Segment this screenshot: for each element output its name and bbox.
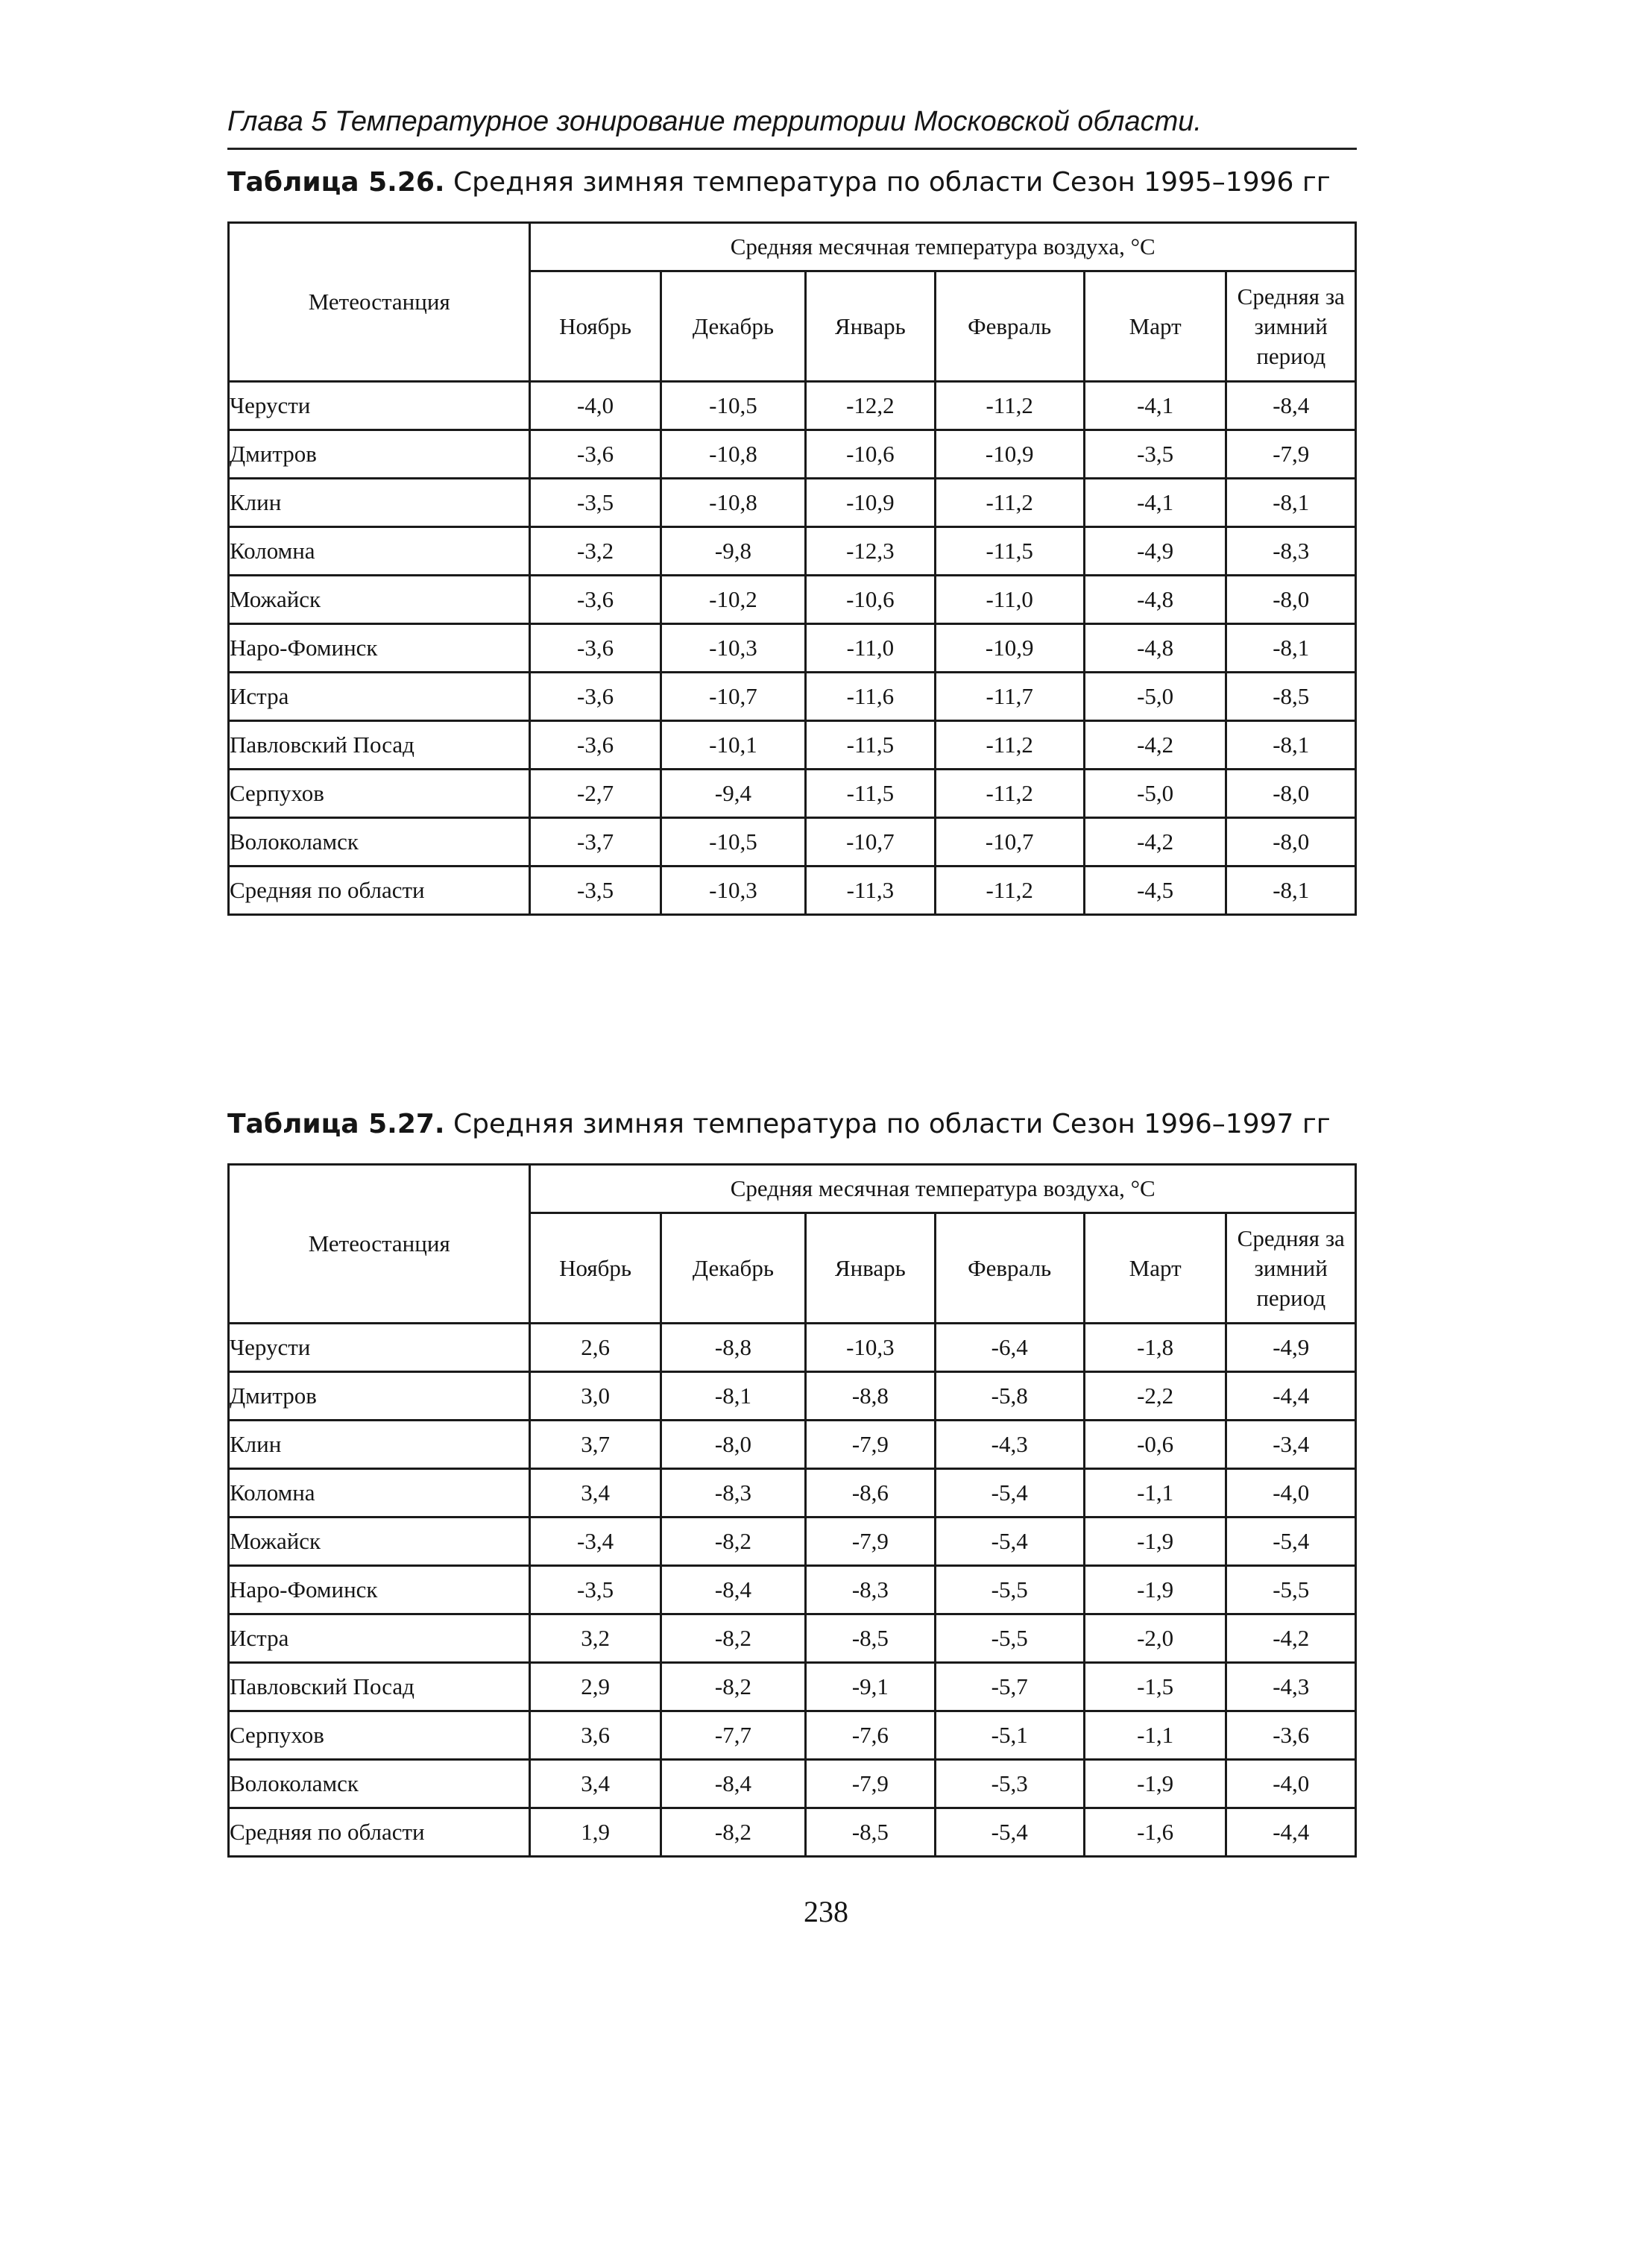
temperature-cell: -10,9 bbox=[806, 479, 935, 527]
temperature-cell: -8,4 bbox=[661, 1760, 806, 1808]
temperature-cell: -10,6 bbox=[806, 430, 935, 479]
temperature-cell: -8,5 bbox=[806, 1614, 935, 1663]
temperature-cell: -4,8 bbox=[1084, 624, 1226, 673]
station-name-cell: Наро-Фоминск bbox=[229, 1566, 530, 1614]
temperature-cell: -3,6 bbox=[530, 721, 661, 770]
station-name-cell: Черусти bbox=[229, 382, 530, 430]
temperature-cell: -11,2 bbox=[935, 382, 1084, 430]
temperature-cell: -3,6 bbox=[530, 576, 661, 624]
temperature-cell: -10,8 bbox=[661, 430, 806, 479]
column-header: Март bbox=[1084, 271, 1226, 382]
temperature-cell: -8,5 bbox=[806, 1808, 935, 1857]
temperature-cell: -5,5 bbox=[935, 1614, 1084, 1663]
temperature-cell: -7,9 bbox=[806, 1421, 935, 1469]
temperature-cell: -2,2 bbox=[1084, 1372, 1226, 1421]
chapter-header: Глава 5 Температурное зонирование территории Московской области. bbox=[227, 103, 1357, 150]
temperature-cell: -4,3 bbox=[935, 1421, 1084, 1469]
temperature-cell: 3,4 bbox=[530, 1469, 661, 1518]
table-row bbox=[229, 1469, 1356, 1518]
temperature-cell: -4,1 bbox=[1084, 382, 1226, 430]
temperature-cell: -3,4 bbox=[1226, 1421, 1356, 1469]
station-name-cell: Средняя по области bbox=[229, 1808, 530, 1857]
column-header: Ноябрь bbox=[530, 1213, 661, 1324]
table-caption bbox=[227, 1107, 1390, 1142]
temperature-cell: -12,3 bbox=[806, 527, 935, 576]
temperature-cell: -4,4 bbox=[1226, 1372, 1356, 1421]
temperature-cell: -5,5 bbox=[935, 1566, 1084, 1614]
temperature-cell: -10,3 bbox=[661, 624, 806, 673]
temperature-cell: 3,2 bbox=[530, 1614, 661, 1663]
temperature-cell: -8,2 bbox=[661, 1614, 806, 1663]
table-row bbox=[229, 673, 1356, 721]
temperature-cell: -8,8 bbox=[806, 1372, 935, 1421]
temperature-cell: -8,0 bbox=[1226, 576, 1356, 624]
temperature-cell: -1,8 bbox=[1084, 1324, 1226, 1372]
temperature-cell: -3,6 bbox=[1226, 1711, 1356, 1760]
temperature-cell: -3,2 bbox=[530, 527, 661, 576]
station-name-cell: Можайск bbox=[229, 1518, 530, 1566]
temperature-cell: -1,6 bbox=[1084, 1808, 1226, 1857]
temperature-cell: 2,9 bbox=[530, 1663, 661, 1711]
table-row bbox=[229, 770, 1356, 818]
table-row bbox=[229, 1566, 1356, 1614]
table-body bbox=[229, 1324, 1356, 1857]
table-row bbox=[229, 1324, 1356, 1372]
temperature-cell: -4,3 bbox=[1226, 1663, 1356, 1711]
table-row bbox=[229, 1663, 1356, 1711]
column-header: Январь bbox=[806, 1213, 935, 1324]
temperature-cell: -7,9 bbox=[806, 1518, 935, 1566]
temperature-cell: -8,2 bbox=[661, 1808, 806, 1857]
temperature-cell: -11,7 bbox=[935, 673, 1084, 721]
temperature-cell: -8,6 bbox=[806, 1469, 935, 1518]
temperature-cell: -5,3 bbox=[935, 1760, 1084, 1808]
temperature-cell: -7,7 bbox=[661, 1711, 806, 1760]
temperature-cell: -10,9 bbox=[935, 430, 1084, 479]
temperature-cell: -11,6 bbox=[806, 673, 935, 721]
temperature-cell: -10,1 bbox=[661, 721, 806, 770]
table-row bbox=[229, 576, 1356, 624]
column-header: Февраль bbox=[935, 271, 1084, 382]
temperature-cell: -7,6 bbox=[806, 1711, 935, 1760]
temperature-cell: -7,9 bbox=[806, 1760, 935, 1808]
station-name-cell: Коломна bbox=[229, 527, 530, 576]
table-row bbox=[229, 624, 1356, 673]
station-column-header: Метеостанция bbox=[229, 223, 530, 382]
temperature-cell: -12,2 bbox=[806, 382, 935, 430]
table-row bbox=[229, 1711, 1356, 1760]
table-row bbox=[229, 818, 1356, 867]
page-number: 238 bbox=[804, 1895, 848, 1928]
station-column-header: Метеостанция bbox=[229, 1165, 530, 1324]
temperature-cell: -0,6 bbox=[1084, 1421, 1226, 1469]
table-caption-label: Таблица 5.26. bbox=[227, 167, 445, 198]
temperature-cell: -8,4 bbox=[661, 1566, 806, 1614]
column-header: Средняя за зимний период bbox=[1226, 271, 1356, 382]
temperature-cell: -8,3 bbox=[1226, 527, 1356, 576]
temperature-cell: -3,5 bbox=[1084, 430, 1226, 479]
temperature-cell: -5,1 bbox=[935, 1711, 1084, 1760]
temperature-cell: -5,4 bbox=[935, 1808, 1084, 1857]
table-caption-text: Средняя зимняя температура по области Сезон 1996–1997 гг bbox=[444, 1109, 1331, 1139]
station-name-cell: Истра bbox=[229, 1614, 530, 1663]
temperature-cell: 3,7 bbox=[530, 1421, 661, 1469]
column-header: Ноябрь bbox=[530, 271, 661, 382]
temperature-cell: -8,2 bbox=[661, 1663, 806, 1711]
table-row bbox=[229, 1760, 1356, 1808]
table-row bbox=[229, 867, 1356, 915]
column-header: Средняя за зимний период bbox=[1226, 1213, 1356, 1324]
temperature-cell: -4,2 bbox=[1226, 1614, 1356, 1663]
column-header: Март bbox=[1084, 1213, 1226, 1324]
temperature-cell: -3,5 bbox=[530, 479, 661, 527]
temperature-cell: -8,1 bbox=[661, 1372, 806, 1421]
table-row bbox=[229, 382, 1356, 430]
temperature-cell: -1,9 bbox=[1084, 1760, 1226, 1808]
temperature-cell: -3,4 bbox=[530, 1518, 661, 1566]
temperature-cell: -8,0 bbox=[1226, 818, 1356, 867]
station-name-cell: Истра bbox=[229, 673, 530, 721]
temperature-cell: -6,4 bbox=[935, 1324, 1084, 1372]
table-caption-label: Таблица 5.27. bbox=[227, 1109, 445, 1139]
temperature-cell: -8,3 bbox=[806, 1566, 935, 1614]
temperature-cell: -8,1 bbox=[1226, 624, 1356, 673]
temperature-cell: 3,4 bbox=[530, 1760, 661, 1808]
temperature-cell: -8,4 bbox=[1226, 382, 1356, 430]
temperature-cell: -10,8 bbox=[661, 479, 806, 527]
temperature-cell: -4,0 bbox=[530, 382, 661, 430]
table-row bbox=[229, 1614, 1356, 1663]
station-name-cell: Волоколамск bbox=[229, 818, 530, 867]
table-row bbox=[229, 1518, 1356, 1566]
column-header: Январь bbox=[806, 271, 935, 382]
table-caption bbox=[227, 166, 1390, 200]
temperature-cell: -9,8 bbox=[661, 527, 806, 576]
temperature-cell: -3,6 bbox=[530, 673, 661, 721]
temperature-cell: -4,0 bbox=[1226, 1760, 1356, 1808]
temperature-cell: -11,2 bbox=[935, 867, 1084, 915]
temperature-cell: -10,5 bbox=[661, 818, 806, 867]
station-name-cell: Можайск bbox=[229, 576, 530, 624]
table-row bbox=[229, 430, 1356, 479]
temperature-cell: -10,5 bbox=[661, 382, 806, 430]
temperature-cell: -8,1 bbox=[1226, 867, 1356, 915]
temperature-cell: -10,7 bbox=[661, 673, 806, 721]
station-name-cell: Клин bbox=[229, 1421, 530, 1469]
temperature-cell: -10,7 bbox=[806, 818, 935, 867]
station-name-cell: Волоколамск bbox=[229, 1760, 530, 1808]
temperature-cell: -4,8 bbox=[1084, 576, 1226, 624]
column-header: Декабрь bbox=[661, 271, 806, 382]
temperature-cell: -5,4 bbox=[1226, 1518, 1356, 1566]
temperature-cell: -3,6 bbox=[530, 430, 661, 479]
temperature-cell: 3,0 bbox=[530, 1372, 661, 1421]
temperature-cell: -1,1 bbox=[1084, 1711, 1226, 1760]
temperature-cell: -11,3 bbox=[806, 867, 935, 915]
table-caption-text: Средняя зимняя температура по области Сезон 1995–1996 гг bbox=[444, 167, 1331, 198]
temperature-cell: -4,5 bbox=[1084, 867, 1226, 915]
table-row bbox=[229, 1372, 1356, 1421]
station-name-cell: Средняя по области bbox=[229, 867, 530, 915]
group-column-header: Средняя месячная температура воздуха, °С bbox=[530, 223, 1356, 271]
temperature-cell: -5,4 bbox=[935, 1469, 1084, 1518]
temperature-cell: -1,9 bbox=[1084, 1566, 1226, 1614]
temperature-cell: -5,5 bbox=[1226, 1566, 1356, 1614]
temperature-cell: -8,5 bbox=[1226, 673, 1356, 721]
temperature-cell: -5,0 bbox=[1084, 673, 1226, 721]
temperature-cell: -10,7 bbox=[935, 818, 1084, 867]
temperature-cell: -4,2 bbox=[1084, 721, 1226, 770]
temperature-cell: -8,8 bbox=[661, 1324, 806, 1372]
temperature-cell: -2,0 bbox=[1084, 1614, 1226, 1663]
temperature-cell: -10,2 bbox=[661, 576, 806, 624]
temperature-cell: 2,6 bbox=[530, 1324, 661, 1372]
temperature-cell: -3,6 bbox=[530, 624, 661, 673]
temperature-cell: 1,9 bbox=[530, 1808, 661, 1857]
station-name-cell: Павловский Посад bbox=[229, 1663, 530, 1711]
temperature-cell: -5,7 bbox=[935, 1663, 1084, 1711]
station-name-cell: Серпухов bbox=[229, 1711, 530, 1760]
temperature-cell: -4,4 bbox=[1226, 1808, 1356, 1857]
station-name-cell: Серпухов bbox=[229, 770, 530, 818]
column-header: Декабрь bbox=[661, 1213, 806, 1324]
temperature-cell: -2,7 bbox=[530, 770, 661, 818]
group-column-header: Средняя месячная температура воздуха, °С bbox=[530, 1165, 1356, 1213]
temperature-cell: -9,4 bbox=[661, 770, 806, 818]
temperature-cell: -11,5 bbox=[806, 770, 935, 818]
temperature-cell: -8,1 bbox=[1226, 721, 1356, 770]
temperature-cell: -8,0 bbox=[661, 1421, 806, 1469]
temperature-cell: -11,5 bbox=[935, 527, 1084, 576]
temperature-cell: -7,9 bbox=[1226, 430, 1356, 479]
temperature-cell: -11,0 bbox=[806, 624, 935, 673]
temperature-cell: -11,2 bbox=[935, 721, 1084, 770]
temperature-cell: -11,0 bbox=[935, 576, 1084, 624]
temperature-cell: -4,0 bbox=[1226, 1469, 1356, 1518]
temperature-cell: -4,1 bbox=[1084, 479, 1226, 527]
temperature-cell: -8,0 bbox=[1226, 770, 1356, 818]
temperature-cell: -11,2 bbox=[935, 770, 1084, 818]
table-row bbox=[229, 1808, 1356, 1857]
temperature-cell: -9,1 bbox=[806, 1663, 935, 1711]
temperature-cell: -11,5 bbox=[806, 721, 935, 770]
station-name-cell: Клин bbox=[229, 479, 530, 527]
temperature-cell: -3,5 bbox=[530, 1566, 661, 1614]
temperature-cell: -5,0 bbox=[1084, 770, 1226, 818]
temperature-cell: -4,9 bbox=[1226, 1324, 1356, 1372]
station-name-cell: Наро-Фоминск bbox=[229, 624, 530, 673]
temperature-cell: -1,9 bbox=[1084, 1518, 1226, 1566]
table-row bbox=[229, 527, 1356, 576]
station-name-cell: Черусти bbox=[229, 1324, 530, 1372]
temperature-table-5-27 bbox=[227, 1163, 1357, 1858]
temperature-cell: -4,2 bbox=[1084, 818, 1226, 867]
temperature-cell: -5,8 bbox=[935, 1372, 1084, 1421]
temperature-cell: -4,9 bbox=[1084, 527, 1226, 576]
temperature-cell: -8,2 bbox=[661, 1518, 806, 1566]
table-row bbox=[229, 479, 1356, 527]
table-row bbox=[229, 721, 1356, 770]
station-name-cell: Дмитров bbox=[229, 1372, 530, 1421]
temperature-cell: -1,5 bbox=[1084, 1663, 1226, 1711]
temperature-cell: -10,9 bbox=[935, 624, 1084, 673]
column-header: Февраль bbox=[935, 1213, 1084, 1324]
temperature-cell: -5,4 bbox=[935, 1518, 1084, 1566]
temperature-cell: -8,1 bbox=[1226, 479, 1356, 527]
temperature-cell: -3,5 bbox=[530, 867, 661, 915]
temperature-cell: -3,7 bbox=[530, 818, 661, 867]
station-name-cell: Коломна bbox=[229, 1469, 530, 1518]
table-body bbox=[229, 382, 1356, 915]
table-row bbox=[229, 1421, 1356, 1469]
temperature-cell: 3,6 bbox=[530, 1711, 661, 1760]
temperature-cell: -10,6 bbox=[806, 576, 935, 624]
temperature-cell: -8,3 bbox=[661, 1469, 806, 1518]
temperature-table-5-26 bbox=[227, 221, 1357, 916]
temperature-cell: -10,3 bbox=[806, 1324, 935, 1372]
station-name-cell: Павловский Посад bbox=[229, 721, 530, 770]
temperature-cell: -10,3 bbox=[661, 867, 806, 915]
temperature-cell: -11,2 bbox=[935, 479, 1084, 527]
station-name-cell: Дмитров bbox=[229, 430, 530, 479]
temperature-cell: -1,1 bbox=[1084, 1469, 1226, 1518]
